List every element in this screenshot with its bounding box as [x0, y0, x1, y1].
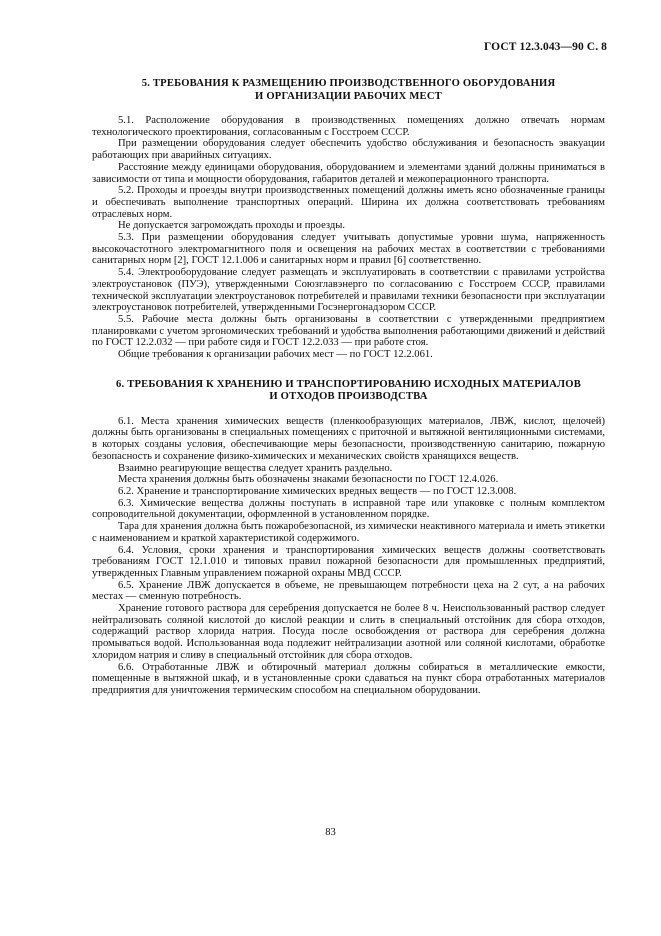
- section-5-heading-line-1: 5. ТРЕБОВАНИЯ К РАЗМЕЩЕНИЮ ПРОИЗВОДСТВЕННОГО ОБОРУДОВАНИЯ: [141, 78, 556, 89]
- section-6-heading-line-1: 6. ТРЕБОВАНИЯ К ХРАНЕНИЮ И ТРАНСПОРТИРОВАНИЮ ИСХОДНЫХ МАТЕРИАЛОВ: [116, 378, 581, 390]
- paragraph-5-4: 5.4. Электрооборудование следует размещать и эксплуатировать в соответствии с правилами устройства электроустановок (ПУЭ), утвержденными Союзглавэнерго по согласованию с Госстроем СССР, правилами технической эксплуатации электроустановок потребителей и правилами техники безопасности при эксплуатации электроустановок потребителей, утвержденными Госэнергонадзором СССР.: [92, 267, 605, 314]
- paragraph-6-6: 6.6. Отработанные ЛВЖ и обтирочный материал должны собираться в металлические емкости, помещенные в вытяжной шкаф, и в установленные сроки сдаваться на пункт сбора отработанных материалов предприятия для уничтожения термическим способом на специальном оборудовании.: [92, 661, 605, 696]
- section-6-heading: [92, 379, 605, 404]
- paragraph-6-1-reactive: Взаимно реагирующие вещества следует хранить раздельно.: [118, 462, 393, 474]
- paragraph-6-4: 6.4. Условия, сроки хранения и транспортирования химических веществ должны соответствовать требованиям ГОСТ 12.1.010 и типовых правил пожарной безопасности для промышленных предприятий, утвержденных Главным управлением пожарной охраны МВД СССР.: [92, 544, 605, 579]
- paragraph-5-2-passages: Не допускается загромождать проходы и проезды.: [118, 220, 346, 232]
- paragraph-5-1-distances: Расстояние между единицами оборудования, оборудованием и элементами зданий должны приниматься в зависимости от типа и мощности оборудования, габаритов деталей и межоперационного транспорта.: [92, 161, 605, 185]
- paragraph-6-5-silvering: Хранение готового раствора для серебрения допускается не более 8 ч. Неиспользованный раствор следует нейтрализовать соляной кислотой до кислой реакции и слить в специальный отстойник для сбора отходов, содержащий раствор хлорида натрия. Посуда после освобождения от раствора для серебрения должна промываться водой. Использованная вода подлежит нейтрализации азотной или соляной кислотами, обработке хлоридом натрия и сливу в специальный отстойник для сбора отходов.: [92, 603, 605, 661]
- section-5-heading-line-2: И ОРГАНИЗАЦИИ РАБОЧИХ МЕСТ: [255, 90, 442, 102]
- section-5-heading: [92, 78, 605, 103]
- paragraph-5-1: 5.1. Расположение оборудования в производственных помещениях должно отвечать нормам технологического проектирования, согласованным с Госстроем СССР.: [92, 115, 605, 138]
- paragraph-6-1: 6.1. Места хранения химических веществ (пленкообразующих материалов, ЛВЖ, кислот, щелочей) должны быть организованы в специальных помещениях с приточной и вытяжной вентиляционными системами, в которых созданы условия, обеспечивающие меры безопасности, производственную санитарию, пожарную безопасность и сохранение физико-химических и механических свойств хранящихся веществ.: [92, 415, 605, 462]
- paragraph-5-5: 5.5. Рабочие места должны быть организованы в соответствии с утвержденными предприятием планировками с учетом эргономических требований и удобства выполнения работающими движений и действий по ГОСТ 12.2.032 — при работе сидя и ГОСТ 12.2.033 — при работе стоя.: [92, 313, 605, 349]
- page-number: 83: [325, 827, 336, 838]
- paragraph-6-2: 6.2. Хранение и транспортирование химических вредных веществ — по ГОСТ 12.3.008.: [118, 485, 517, 497]
- paragraph-6-5: 6.5. Хранение ЛВЖ допускается в объеме, не превышающем потребности цеха на 2 сут, а на рабочих местах — сменную потребность.: [92, 579, 605, 603]
- paragraph-5-3: 5.3. При размещении оборудования следует учитывать допустимые уровни шума, напряженность высокочастотного электромагнитного поля и освещения на рабочих местах в соответствии с требованиями санитарных норм [2], ГОСТ 12.1.006 и санитарных норм и правил [6] соответственно.: [92, 232, 605, 267]
- paragraph-5-2: 5.2. Проходы и проезды внутри производственных помещений должны иметь ясно обозначенные границы и обеспечивать выполнение транспортных операций. Ширина их должна соответствовать требованиям отраслевых норм.: [92, 185, 605, 220]
- paragraph-6-1-signs: Места хранения должны быть обозначены знаками безопасности по ГОСТ 12.4.026.: [118, 474, 499, 486]
- paragraph-6-3: 6.3. Химические вещества должны поступать в исправной таре или упаковке с полным комплектом сопроводительной документации, оформленной в установленном порядке.: [92, 497, 605, 521]
- page-content: [92, 74, 605, 697]
- paragraph-6-3-container: Тара для хранения должна быть пожаробезопасной, из химически неактивного материала и иметь этикетки с наименованием и краткой характеристикой содержимого.: [92, 521, 605, 544]
- section-6-heading-line-2: И ОТХОДОВ ПРОИЗВОДСТВА: [269, 391, 428, 403]
- running-header: ГОСТ 12.3.043—90 С. 8: [484, 41, 607, 53]
- paragraph-5-1-placement: При размещении оборудования следует обеспечить удобство обслуживания и безопасность эвакуации работающих при аварийных ситуациях.: [92, 138, 605, 162]
- paragraph-5-5-general: Общие требования к организации рабочих мест — по ГОСТ 12.2.061.: [118, 349, 433, 361]
